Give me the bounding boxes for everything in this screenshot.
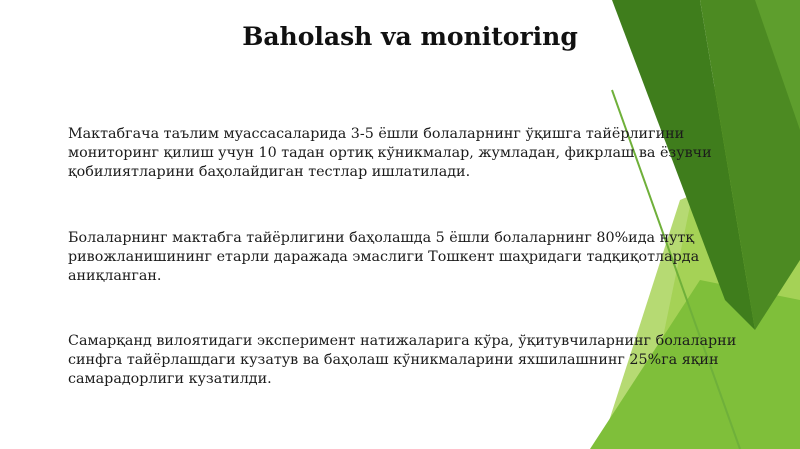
paragraph-line: Самарқанд вилоятидаги эксперимент натижаларига кўра, ўқитувчиларнинг болаларни bbox=[68, 333, 737, 349]
paragraph-line: синфга тайёрлашдаги кузатув ва баҳолаш кўникмаларини яхшилашнинг 25%га яқин bbox=[68, 352, 719, 368]
paragraph-line: ривожланишининг етарли даражада эмаслиги Тошкент шаҳридаги тадқиқотларда bbox=[68, 249, 700, 265]
paragraph-line: самарадорлиги кузатилди. bbox=[68, 371, 272, 387]
paragraph-line: аниқланган. bbox=[68, 268, 162, 284]
slide-title: Baholash va monitoring bbox=[242, 22, 578, 51]
paragraph-line: қобилиятларини баҳолайдиган тестлар ишлатилади. bbox=[68, 164, 471, 180]
paragraph-line: Мактабгача таълим муассасаларида 3-5 ёшли болаларнинг ўқишга тайёрлигини bbox=[68, 126, 685, 142]
paragraph-line: Болаларнинг мактабга тайёрлигини баҳолашда 5 ёшли болаларнинг 80%ида нутқ bbox=[68, 230, 695, 246]
paragraph-line: мониторинг қилиш учун 10 тадан ортиқ кўникмалар, жумладан, фикрлаш ва ёзувчи bbox=[68, 145, 712, 161]
paragraph-3 bbox=[68, 332, 768, 389]
paragraph-1 bbox=[68, 125, 768, 182]
paragraph-2 bbox=[68, 229, 768, 286]
